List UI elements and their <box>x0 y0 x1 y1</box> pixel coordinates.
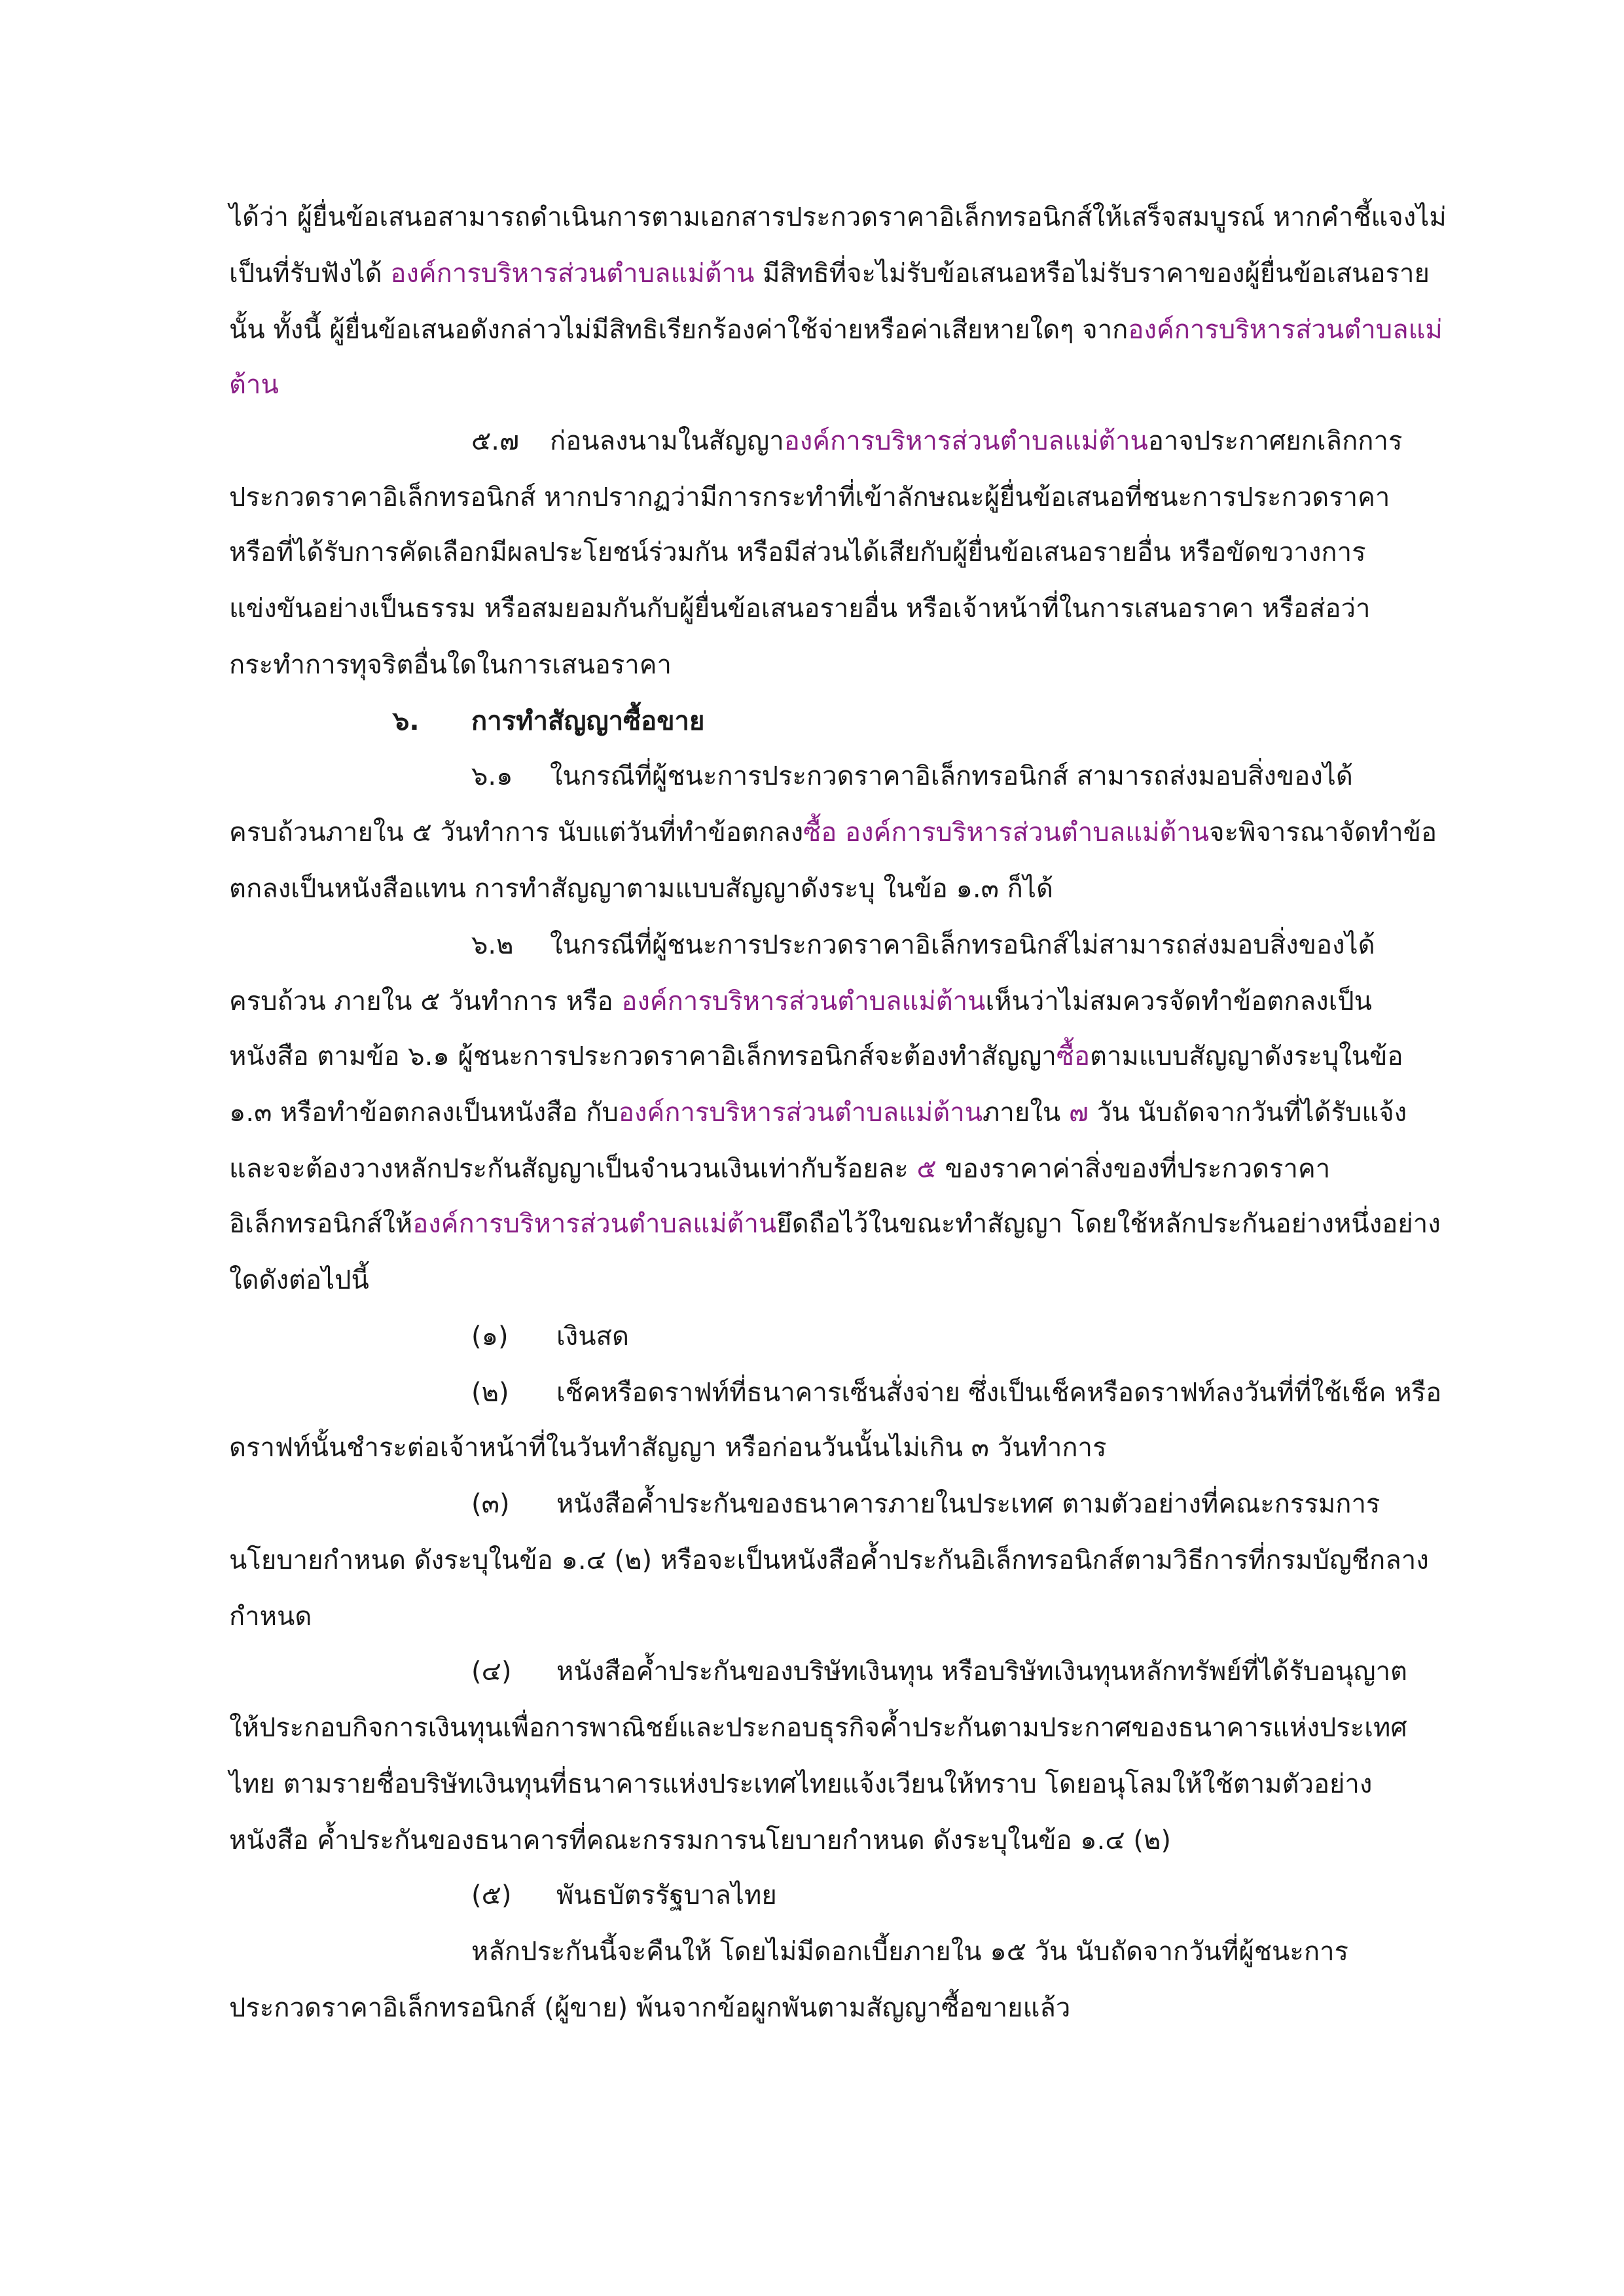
list-item: (๔) หนังสือค้ำประกันของบริษัทเงินทุน หรือบริษัทเงินทุนหลักทรัพย์ที่ได้รับอนุญาต <box>471 1655 1407 1689</box>
list-item: (๒) เช็คหรือดราฟท์ที่ธนาคารเซ็นสั่งจ่าย ซึ่งเป็นเช็คหรือดราฟท์ลงวันที่ที่ใช้เช็ค หรือ <box>471 1376 1441 1410</box>
clause-6-1-line: ๖.๑ ในกรณีที่ผู้ชนะการประกวดราคาอิเล็กทรอนิกส์ สามารถส่งมอบสิ่งของได้ <box>471 759 1353 793</box>
text-line: อิเล็กทรอนิกส์ให้องค์การบริหารส่วนตำบลแม่ต้านยึดถือไว้ในขณะทำสัญญา โดยใช้หลักประกันอย่างหนึ่งอย่าง <box>229 1209 1441 1239</box>
text-line: ตกลงเป็นหนังสือแทน การทำสัญญาตามแบบสัญญาดังระบุ ในข้อ ๑.๓ ก็ได้ <box>229 874 1053 904</box>
text-line: กำหนด <box>229 1602 312 1632</box>
org-name: องค์การบริหารส่วนตำบลแม่ต้าน <box>390 259 755 289</box>
text-line: ครบถ้วนภายใน ๕ วันทำการ นับแต่วันที่ทำข้อตกลงซื้อ องค์การบริหารส่วนตำบลแม่ต้านจะพิจารณาจัดทำข้อ <box>229 817 1437 848</box>
text-line: ใดดังต่อไปนี้ <box>229 1265 369 1295</box>
closing-line: หลักประกันนี้จะคืนให้ โดยไม่มีดอกเบี้ยภายใน ๑๕ วัน นับถัดจากวันที่ผู้ชนะการ <box>471 1937 1349 1967</box>
clause-6-2-line: ๖.๒ ในกรณีที่ผู้ชนะการประกวดราคาอิเล็กทรอนิกส์ไม่สามารถส่งมอบสิ่งของได้ <box>471 928 1375 962</box>
list-item: (๕) พันธบัตรรัฐบาลไทย <box>471 1878 777 1912</box>
section-number: ๖. <box>393 706 420 736</box>
text-line: และจะต้องวางหลักประกันสัญญาเป็นจำนวนเงินเท่ากับร้อยละ ๕ ของราคาค่าสิ่งของที่ประกวดราคา <box>229 1154 1331 1184</box>
item-label: (๒) <box>471 1378 509 1408</box>
text-line: หรือที่ได้รับการคัดเลือกมีผลประโยชน์ร่วมกัน หรือมีส่วนได้เสียกับผู้ยื่นข้อเสนอรายอื่น หรือขัดขวางการ <box>229 537 1366 567</box>
text-line: หนังสือ ค้ำประกันของธนาคารที่คณะกรรมการนโยบายกำหนด ดังระบุในข้อ ๑.๔ (๒) <box>229 1825 1171 1856</box>
list-item: (๓) หนังสือค้ำประกันของธนาคารภายในประเทศ ตามตัวอย่างที่คณะกรรมการ <box>471 1487 1380 1521</box>
text-line: ให้ประกอบกิจการเงินทุนเพื่อการพาณิชย์และประกอบธุรกิจค้ำประกันตามประกาศของธนาคารแห่งประเทศ <box>229 1713 1407 1743</box>
section-heading <box>393 704 704 738</box>
text-line: ไทย ตามรายชื่อบริษัทเงินทุนที่ธนาคารแห่งประเทศไทยแจ้งเวียนให้ทราบ โดยอนุโลมให้ใช้ตามตัวอย่าง <box>229 1769 1373 1799</box>
text-line: นั้น ทั้งนี้ ผู้ยื่นข้อเสนอดังกล่าวไม่มีสิทธิเรียกร้องค่าใช้จ่ายหรือค่าเสียหายใดๆ จากองค์การบริหารส่วนตำบลแม่ <box>229 315 1443 345</box>
text-line: ประกวดราคาอิเล็กทรอนิกส์ (ผู้ขาย) พ้นจากข้อผูกพันตามสัญญาซื้อขายแล้ว <box>229 1993 1071 2023</box>
org-name: องค์การบริหารส่วนตำบลแม่ <box>1128 315 1443 345</box>
org-name: ต้าน <box>229 370 279 400</box>
text-line: กระทำการทุจริตอื่นใดในการเสนอราคา <box>229 650 672 680</box>
clause-number: ๖.๑ <box>471 761 513 791</box>
org-name: องค์การบริหารส่วนตำบลแม่ต้าน <box>621 986 986 1016</box>
text-line: นโยบายกำหนด ดังระบุในข้อ ๑.๔ (๒) หรือจะเป็นหนังสือค้ำประกันอิเล็กทรอนิกส์ตามวิธีการที่กรมบัญชีกลาง <box>229 1545 1429 1575</box>
clause-5-7-line: ๕.๗ ก่อนลงนามในสัญญาองค์การบริหารส่วนตำบลแม่ต้านอาจประกาศยกเลิกการ <box>471 424 1402 458</box>
clause-number: ๖.๒ <box>471 930 514 960</box>
org-name: องค์การบริหารส่วนตำบลแม่ต้าน <box>412 1209 777 1239</box>
item-label: (๕) <box>471 1880 512 1910</box>
item-label: (๑) <box>471 1321 509 1352</box>
org-name: องค์การบริหารส่วนตำบลแม่ต้าน <box>845 817 1210 848</box>
text-line: หนังสือ ตามข้อ ๖.๑ ผู้ชนะการประกวดราคาอิเล็กทรอนิกส์จะต้องทำสัญญาซื้อตามแบบสัญญาดังระบุในข้อ <box>229 1041 1403 1071</box>
text-line: เป็นที่รับฟังได้ องค์การบริหารส่วนตำบลแม่ต้าน มีสิทธิที่จะไม่รับข้อเสนอหรือไม่รับราคาของผู้ยื่นข้อเสนอราย <box>229 259 1430 289</box>
text-line: แข่งขันอย่างเป็นธรรม หรือสมยอมกันกับผู้ยื่นข้อเสนอรายอื่น หรือเจ้าหน้าที่ในการเสนอราคา หรือส่อว่า <box>229 594 1371 624</box>
org-name: องค์การบริหารส่วนตำบลแม่ต้าน <box>618 1098 983 1128</box>
clause-number: ๕.๗ <box>471 426 520 456</box>
item-label: (๔) <box>471 1657 512 1687</box>
text-line: ๑.๓ หรือทำข้อตกลงเป็นหนังสือ กับองค์การบริหารส่วนตำบลแม่ต้านภายใน ๗ วัน นับถัดจากวันที่ได้รับแจ้ง <box>229 1098 1407 1128</box>
text-line: ประกวดราคาอิเล็กทรอนิกส์ หากปรากฏว่ามีการกระทำที่เข้าลักษณะผู้ยื่นข้อเสนอที่ชนะการประกวดราคา <box>229 482 1390 512</box>
text-line <box>229 368 279 402</box>
text-line: ได้ว่า ผู้ยื่นข้อเสนอสามารถดำเนินการตามเอกสารประกวดราคาอิเล็กทรอนิกส์ให้เสร็จสมบูรณ์ หากคำชี้แจงไม่ <box>229 202 1447 232</box>
text-line: ครบถ้วน ภายใน ๕ วันทำการ หรือ องค์การบริหารส่วนตำบลแม่ต้านเห็นว่าไม่สมควรจัดทำข้อตกลงเป็น <box>229 986 1373 1016</box>
item-label: (๓) <box>471 1489 510 1519</box>
text-line: ดราฟท์นั้นชำระต่อเจ้าหน้าที่ในวันทำสัญญา หรือก่อนวันนั้นไม่เกิน ๓ วันทำการ <box>229 1433 1107 1463</box>
org-name: องค์การบริหารส่วนตำบลแม่ต้าน <box>784 426 1148 456</box>
section-title: การทำสัญญาซื้อขาย <box>471 706 705 736</box>
list-item: (๑) เงินสด <box>471 1319 629 1354</box>
